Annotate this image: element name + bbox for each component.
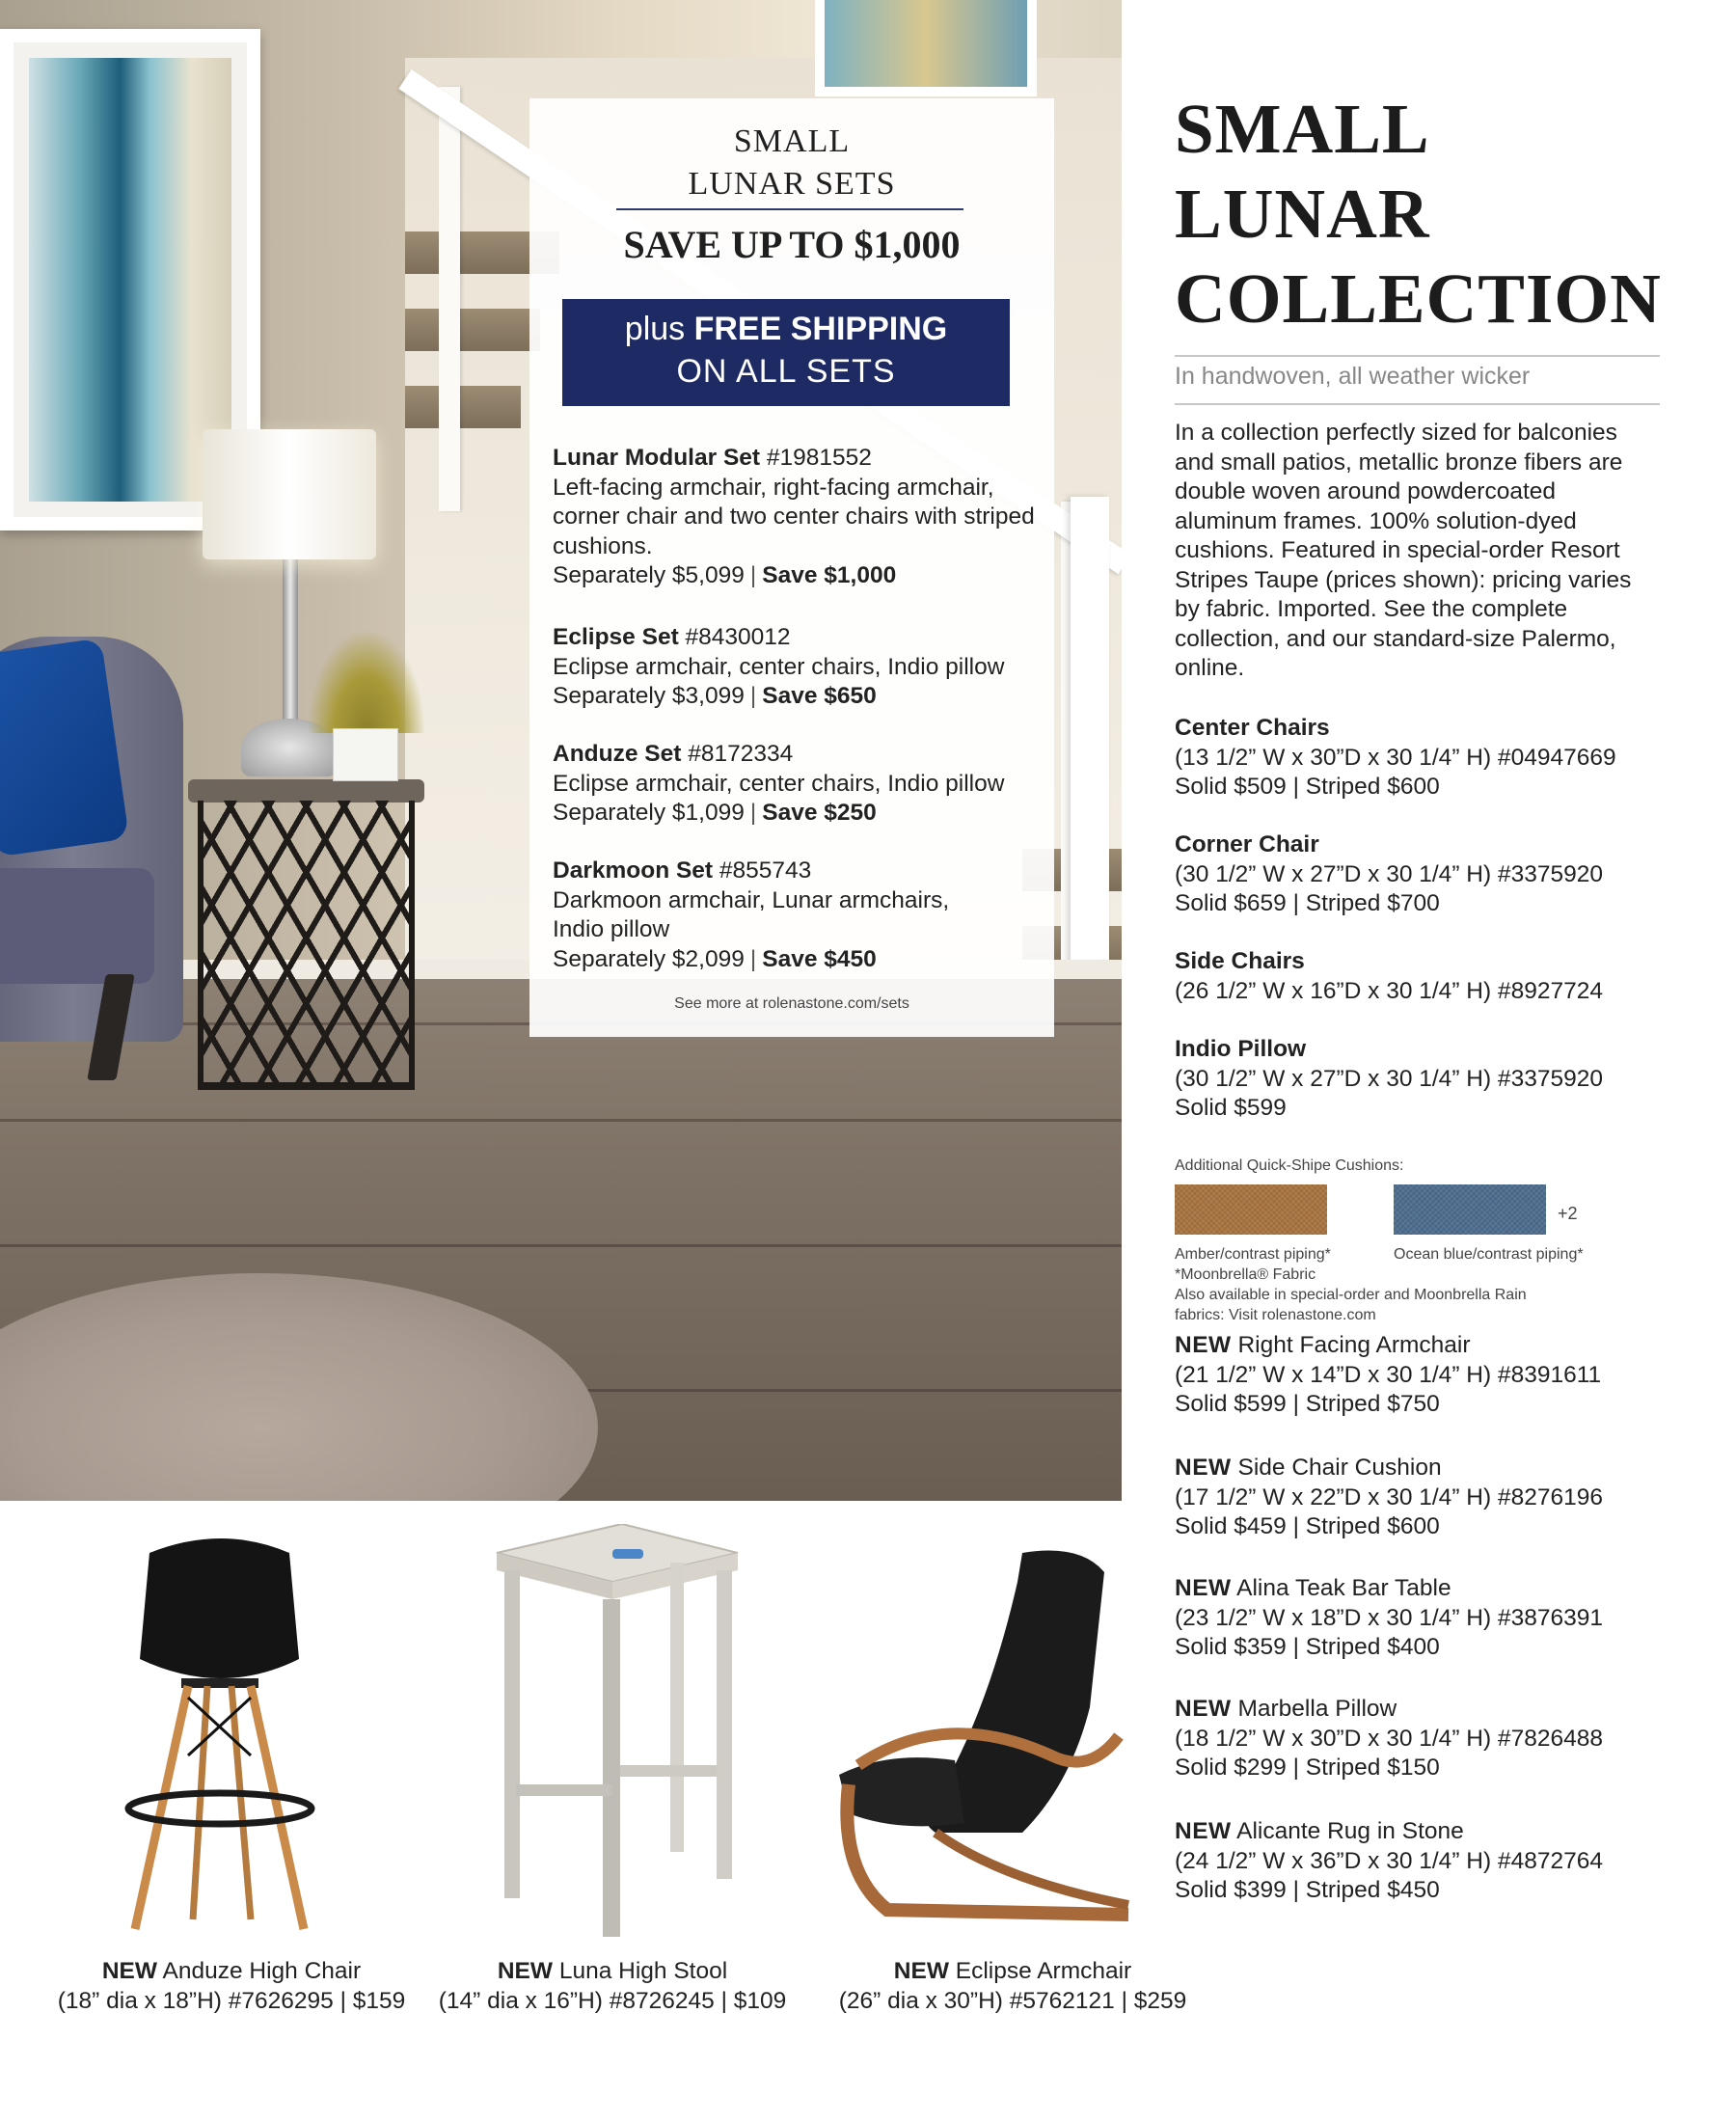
set-separately: Separately $2,099 [553,945,745,972]
new-badge: NEW [1175,1455,1232,1481]
product-price: Solid $599 | Striped $750 [1175,1391,1440,1417]
divider [1175,355,1660,357]
product-dims: (21 1/2” W x 14”D x 30 1/4” H) #8391611 [1175,1361,1602,1388]
product-name: Center Chairs [1175,715,1330,741]
swatch-amber[interactable] [1175,1184,1327,1235]
product-name: Right Facing Armchair [1237,1332,1471,1358]
new-product-item [1175,1331,1667,1420]
banner-all-sets: ON ALL SETS [676,353,896,390]
product-name: Side Chairs [1175,948,1305,974]
set-name: Darkmoon Set [553,857,714,884]
set-description: Darkmoon armchair, Lunar armchairs, Indio pillow [553,886,950,942]
new-badge: NEW [1175,1332,1232,1358]
product-dims: (18 1/2” W x 30”D x 30 1/4” H) #7826488 [1175,1725,1603,1752]
set-name: Anduze Set [553,741,682,767]
cushions-label: Additional Quick-Shipe Cushions: [1175,1157,1404,1174]
table-lamp [203,429,376,559]
footnote: *Moonbrella® Fabric [1175,1266,1316,1283]
collection-subtitle: In handwoven, all weather wicker [1175,363,1531,390]
product-item [1175,714,1667,803]
bottom-product-caption [48,1956,415,2016]
new-product-item [1175,1695,1667,1783]
product-name: Anduze High Chair [162,1958,362,1984]
set-sku: #8430012 [685,624,791,650]
promo-footer-link[interactable]: See more at rolenastone.com/sets [674,995,909,1012]
collection-title: SMALL LUNAR COLLECTION [1175,90,1662,338]
divider [1175,403,1660,405]
set-sku: #8172334 [688,741,794,767]
new-badge: NEW [1175,1696,1232,1722]
new-badge: NEW [101,1958,158,1984]
side-table [188,779,424,803]
potted-plant [309,632,424,733]
footnote: Also available in special-order and Moonbrella Rain [1175,1287,1527,1303]
set-item: Eclipse Set #8430012 Eclipse armchair, center chairs, Indio pillow Separately $3,099 | Save $650 [553,624,1005,709]
set-name: Eclipse Set [553,624,679,650]
product-name: Luna High Stool [558,1958,728,1984]
promo-divider [616,208,963,210]
swatch-ocean-label: Ocean blue/contrast piping* [1394,1246,1584,1263]
banner-free-shipping: FREE SHIPPING [693,311,948,347]
set-sku: #1981552 [766,445,872,471]
product-detail: (14” dia x 16”H) #8726245 | $109 [438,1988,787,2014]
set-separately: Separately $1,099 [553,800,745,826]
set-save: Save $250 [762,800,877,826]
footnote: fabrics: Visit rolenastone.com [1175,1307,1376,1323]
product-price: Solid $659 | Striped $700 [1175,890,1440,916]
anduze-high-chair-image [96,1534,347,1948]
set-item: Anduze Set #8172334 Eclipse armchair, center chairs, Indio pillow Separately $1,099 | Save $250 [553,741,1005,826]
promo-card [529,98,1054,1037]
product-detail: (26” dia x 30”H) #5762121 | $259 [838,1988,1187,2014]
promo-title-line1: SMALL [733,123,851,159]
product-detail: (18” dia x 18”H) #7626295 | $159 [57,1988,406,2014]
bottom-product-caption [825,1956,1201,2016]
product-dims: (17 1/2” W x 22”D x 30 1/4” H) #8276196 [1175,1483,1603,1510]
collection-intro: In a collection perfectly sized for balconies and small patios, metallic bronze fibers are double woven around powdercoated aluminum frames. 100% solution-dyed cushions. Featured in special-order Resort Stripes Taupe (prices shown): pricing varies by fabric. Imported. See the complete collection, and our standard-size Palermo, online. [1175,420,1632,681]
product-item [1175,947,1667,1006]
swatch-amber-label: Amber/contrast piping* [1175,1246,1331,1263]
set-description: Eclipse armchair, center chairs, Indio pillow [553,653,1005,680]
promo-save-headline: SAVE UP TO $1,000 [623,223,961,266]
set-save: Save $1,000 [762,562,897,588]
product-dims: (30 1/2” W x 27”D x 30 1/4” H) #3375920 [1175,860,1603,887]
new-product-item [1175,1454,1667,1542]
product-item [1175,1035,1667,1124]
eclipse-armchair-image [829,1543,1138,1929]
swatch-ocean-blue[interactable] [1394,1184,1546,1235]
set-description: Eclipse armchair, center chairs, Indio pillow [553,770,1005,797]
product-name: Indio Pillow [1175,1036,1307,1062]
product-dims: (30 1/2” W x 27”D x 30 1/4” H) #3375920 [1175,1065,1603,1092]
new-product-item [1175,1574,1667,1663]
product-price: Solid $509 | Striped $600 [1175,774,1440,800]
swatch-more[interactable]: +2 [1558,1204,1578,1223]
promo-title-line2: LUNAR SETS [688,166,896,202]
product-name: Side Chair Cushion [1237,1455,1442,1481]
banner-plus: plus [624,311,686,347]
set-save: Save $450 [762,945,877,972]
product-dims: (13 1/2” W x 30”D x 30 1/4” H) #04947669 [1175,744,1616,771]
set-sku: #855743 [719,857,812,884]
product-dims: (23 1/2” W x 18”D x 30 1/4” H) #3876391 [1175,1604,1603,1631]
product-name: Eclipse Armchair [955,1958,1132,1984]
set-item: Lunar Modular Set #1981552 Left-facing armchair, right-facing armchair, corner chair and two center chairs with striped cushions. Separately $5,099 | Save $1,000 [553,445,1035,588]
product-price: Solid $299 | Striped $150 [1175,1755,1440,1781]
set-name: Lunar Modular Set [553,445,761,471]
set-separately: Separately $3,099 [553,683,745,709]
product-name: Corner Chair [1175,831,1319,857]
new-badge: NEW [1175,1575,1232,1601]
product-name: Alina Teak Bar Table [1236,1575,1451,1601]
product-dims: (26 1/2” W x 16”D x 30 1/4” H) #8927724 [1175,977,1603,1004]
product-name: Alicante Rug in Stone [1236,1818,1464,1844]
luna-high-stool-image [477,1524,747,1948]
new-product-item [1175,1817,1667,1906]
set-item: Darkmoon Set #855743 Darkmoon armchair, Lunar armchairs, Indio pillow Separately $2,099 | Save $450 [553,857,950,972]
hero-photo [0,0,1122,1501]
product-price: Solid $459 | Striped $600 [1175,1513,1440,1539]
set-save: Save $650 [762,683,877,709]
free-shipping-banner [562,299,1010,406]
product-price: Solid $359 | Striped $400 [1175,1634,1440,1660]
bottom-product-caption [429,1956,796,2016]
new-badge: NEW [893,1958,949,1984]
product-price: Solid $599 [1175,1095,1287,1121]
product-name: Marbella Pillow [1237,1696,1397,1722]
product-price: Solid $399 | Striped $450 [1175,1877,1440,1903]
product-item [1175,830,1667,919]
new-badge: NEW [1175,1818,1232,1844]
set-description: Left-facing armchair, right-facing armchair, corner chair and two center chairs with striped cushions. [553,474,1035,559]
product-dims: (24 1/2” W x 36”D x 30 1/4” H) #4872764 [1175,1847,1603,1874]
set-separately: Separately $5,099 [553,562,745,588]
wall-art-small [815,0,1037,96]
new-badge: NEW [497,1958,553,1984]
